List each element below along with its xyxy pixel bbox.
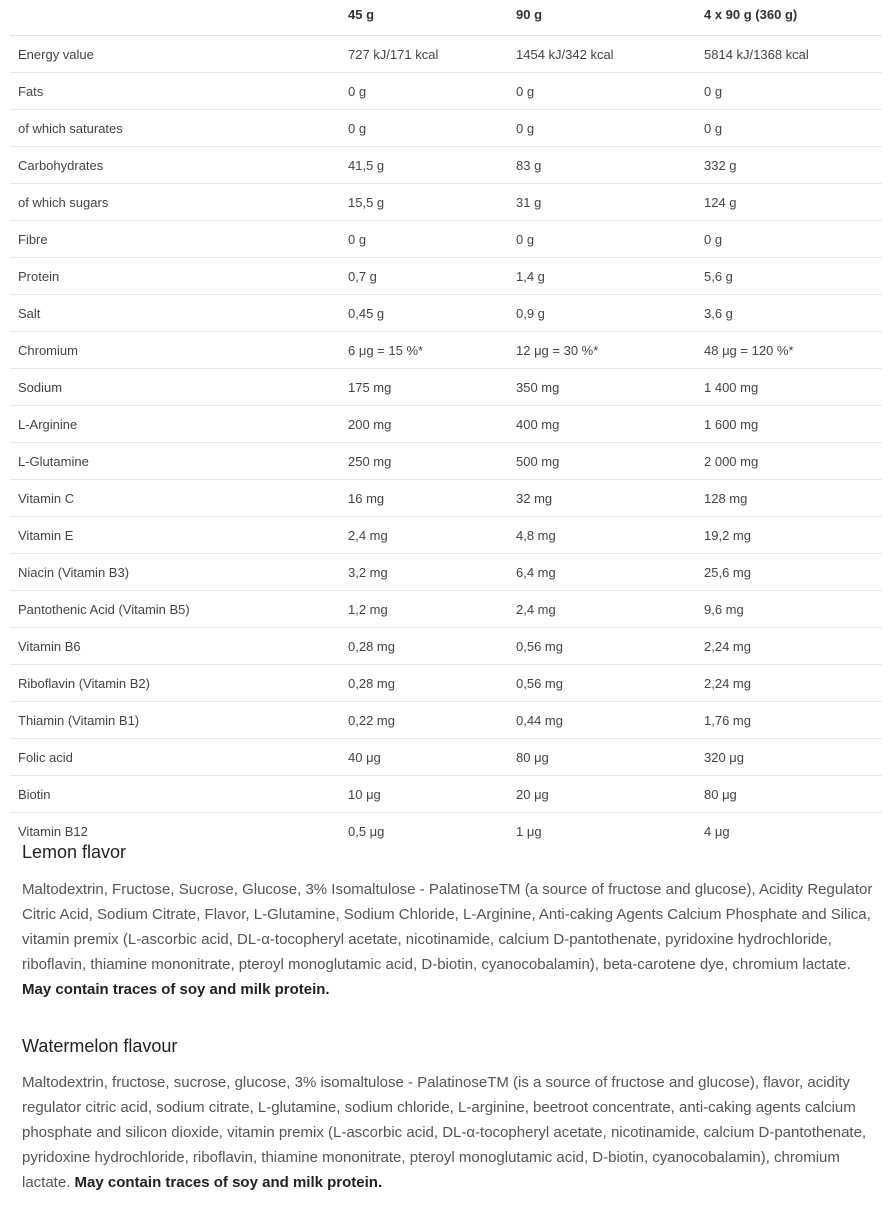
value-360g: 1,76 mg [696,702,882,739]
nutrient-name: Fibre [10,221,340,258]
table-row [10,517,882,554]
table-row [10,480,882,517]
nutrient-name: Vitamin C [10,480,340,517]
value-360g: 320 μg [696,739,882,776]
value-45g: 41,5 g [340,147,508,184]
value-45g: 10 μg [340,776,508,813]
value-45g: 0,5 μg [348,823,385,839]
header-360g: 4 x 90 g (360 g) [696,0,882,36]
value-360g: 4 μg [704,823,730,839]
value-90g: 83 g [508,147,696,184]
value-90g: 1454 kJ/342 kcal [508,36,696,73]
table-row [10,665,882,702]
value-360g: 48 μg = 120 %* [696,332,882,369]
nutrient-name: Biotin [10,776,340,813]
value-90g: 500 mg [508,443,696,480]
value-360g: 2,24 mg [696,665,882,702]
value-360g: 25,6 mg [696,554,882,591]
value-90g: 350 mg [508,369,696,406]
value-90g: 2,4 mg [508,591,696,628]
value-360g: 5814 kJ/1368 kcal [696,36,882,73]
value-90g: 80 μg [508,739,696,776]
value-90g: 12 μg = 30 %* [508,332,696,369]
value-90g: 1,4 g [508,258,696,295]
value-360g: 9,6 mg [696,591,882,628]
value-45g: 3,2 mg [340,554,508,591]
value-90g: 400 mg [508,406,696,443]
value-45g: 0 g [340,221,508,258]
value-360g: 2 000 mg [696,443,882,480]
table-row [10,406,882,443]
header-45g: 45 g [340,0,508,36]
table-row [10,554,882,591]
value-90g: 1 μg [516,823,542,839]
header-nutrient [10,0,340,36]
watermelon-title: Watermelon flavour [22,1036,178,1056]
value-45g: 0,28 mg [340,665,508,702]
table-header-row [10,0,882,36]
header-90g: 90 g [508,0,696,36]
value-360g: 3,6 g [696,295,882,332]
nutrient-name: L-Glutamine [10,443,340,480]
value-90g: 0,9 g [508,295,696,332]
value-90g: 4,8 mg [508,517,696,554]
value-45g: 0,7 g [340,258,508,295]
value-90g: 6,4 mg [508,554,696,591]
lemon-title: Lemon flavor [22,842,127,862]
table-row [10,36,882,73]
nutrient-name: of which saturates [10,110,340,147]
nutrient-name: Riboflavin (Vitamin B2) [10,665,340,702]
table-row [10,147,882,184]
nutrient-name: Salt [10,295,340,332]
table-row [10,295,882,332]
value-45g: 6 μg = 15 %* [340,332,508,369]
value-45g: 175 mg [340,369,508,406]
value-90g: 32 mg [508,480,696,517]
value-360g: 124 g [696,184,882,221]
table-row [10,776,882,813]
value-45g: 40 μg [340,739,508,776]
value-360g: 332 g [696,147,882,184]
value-45g: 200 mg [340,406,508,443]
table-row [10,221,882,258]
table-row [10,628,882,665]
value-360g: 128 mg [696,480,882,517]
nutrient-name: Vitamin B6 [10,628,340,665]
value-360g: 5,6 g [696,258,882,295]
lemon-ingredients-text: Maltodextrin, Fructose, Sucrose, Glucose, 3% Isomaltulose - PalatinoseTM (a source of fructose and glucose), Acidity Regulator Citric Acid, Sodium Citrate, Flavor, L-Glutamine, Sodium Chloride, L-Arginine, Anti-caking Agents Calcium Phosphate and Silica, vitamin premix (L-ascorbic acid, DL-α-tocopheryl acetate, nicotinamide, calcium D-pantothenate, pyridoxine hydrochloride, riboflavin, thiamine mononitrate, pteroyl monoglutamic acid, D-biotin, cyanocobalamin), beta-carotene dye, chromium lactate. [22,881,873,973]
value-45g: 0,22 mg [340,702,508,739]
value-45g: 15,5 g [340,184,508,221]
nutrient-name: Sodium [10,369,340,406]
value-90g: 0,56 mg [508,665,696,702]
value-360g: 0 g [696,110,882,147]
table-row [10,184,882,221]
value-45g: 1,2 mg [340,591,508,628]
nutrient-name: Fats [10,73,340,110]
lemon-section [22,842,882,1002]
value-360g: 19,2 mg [696,517,882,554]
nutrient-name: Thiamin (Vitamin B1) [10,702,340,739]
table-row [10,739,882,776]
table-row [10,702,882,739]
value-45g: 0,45 g [340,295,508,332]
nutrient-name: Carbohydrates [10,147,340,184]
watermelon-section [22,1036,882,1195]
table-row [10,110,882,147]
nutrient-name: Folic acid [10,739,340,776]
nutrient-name: L-Arginine [10,406,340,443]
value-90g: 20 μg [508,776,696,813]
watermelon-ingredients-text: Maltodextrin, fructose, sucrose, glucose, 3% isomaltulose - PalatinoseTM (is a source of fructose and glucose), flavor, acidity regulator citric acid, sodium citrate, L-glutamine, sodium chloride, L-arginine, beetroot concentrate, anti-caking agents calcium phosphate and silicon dioxide, vitamin premix (L-ascorbic acid, DL-α-tocopheryl acetate, nicotinamide, calcium D-pantothenate, pyridoxine hydrochloride, riboflavin, thiamine mononitrate, pteroyl monoglutamic acid, D-biotin, cyanocobalamin), chromium lactate. [22,1074,867,1191]
table-row [10,443,882,480]
value-45g: 250 mg [340,443,508,480]
value-360g: 1 600 mg [696,406,882,443]
value-90g: 0 g [508,221,696,258]
value-90g: 0 g [508,73,696,110]
value-360g: 2,24 mg [696,628,882,665]
nutrient-name: Pantothenic Acid (Vitamin B5) [10,591,340,628]
nutrient-name: of which sugars [10,184,340,221]
value-45g: 2,4 mg [340,517,508,554]
nutrient-name: Niacin (Vitamin B3) [10,554,340,591]
nutrient-name: Chromium [10,332,340,369]
value-90g: 0 g [508,110,696,147]
value-90g: 0,56 mg [508,628,696,665]
value-360g: 0 g [696,221,882,258]
nutrient-name: Vitamin B12 [18,823,88,839]
nutrient-name: Protein [10,258,340,295]
table-row [10,258,882,295]
value-360g: 1 400 mg [696,369,882,406]
value-45g: 16 mg [340,480,508,517]
lemon-ingredients [22,877,882,1002]
table-row [10,332,882,369]
value-90g: 0,44 mg [508,702,696,739]
table-row [10,591,882,628]
value-45g: 0 g [340,73,508,110]
lemon-allergen-warning: May contain traces of soy and milk protein. [22,981,330,998]
value-360g: 80 μg [696,776,882,813]
value-45g: 0,28 mg [340,628,508,665]
watermelon-allergen-warning: May contain traces of soy and milk protein. [74,1174,383,1191]
value-360g: 0 g [696,73,882,110]
value-45g: 0 g [340,110,508,147]
value-90g: 31 g [508,184,696,221]
watermelon-ingredients [22,1070,882,1195]
value-45g: 727 kJ/171 kcal [340,36,508,73]
table-row [10,73,882,110]
nutrition-table [10,0,882,849]
table-row [10,369,882,406]
nutrient-name: Vitamin E [10,517,340,554]
nutrient-name: Energy value [10,36,340,73]
